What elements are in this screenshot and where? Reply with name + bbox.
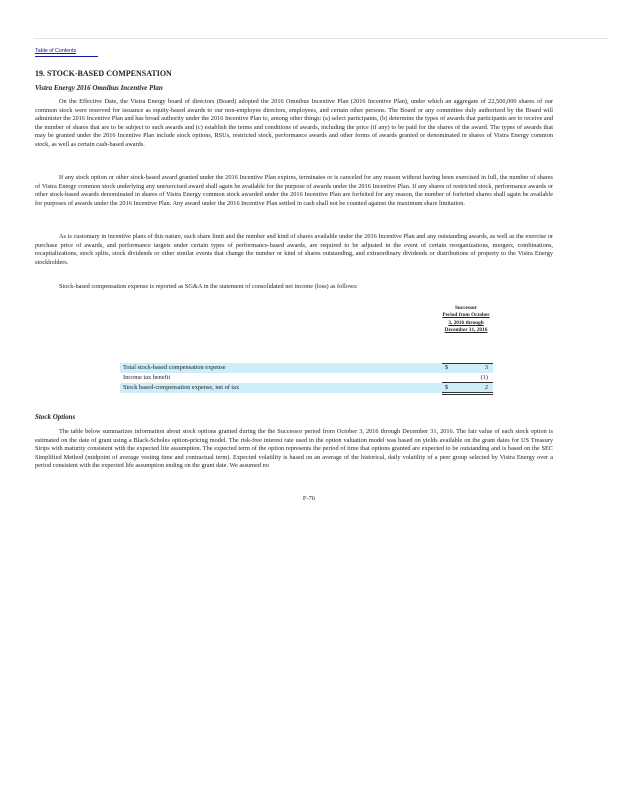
- row-value: 2: [484, 384, 488, 391]
- row-value: (1): [480, 374, 488, 381]
- row-currency: $: [445, 384, 449, 391]
- page-number: F-76: [302, 495, 316, 502]
- table-double-rule: [442, 394, 493, 395]
- stock-options-heading: Stock Options: [35, 413, 76, 421]
- paragraph-forfeiture: If any stock option or other stock-based award granted under the 2016 Incentive Plan expires, terminates or is canceled for any reason without having been exercised in full, the number of shares of Vistra Energy common stock underlying any unexercised award shall again be available for the purpose of awards under the 2016 Incentive Plan. If any shares of restricted stock, performance awards or other stock-based awards denominated in shares of Vistra Energy common stock awarded under the 2016 Incentive Plan are forfeited for any reason, the number of forfeited shares shall again be available for purposes of awards under the 2016 Incentive Plan. Any award under the 2016 Incentive Plan settled in cash shall not be counted against the maximum share limitation.: [35, 174, 553, 207]
- toc-underline: [35, 56, 98, 57]
- top-divider: [34, 38, 608, 39]
- column-header-period: Period from October 3, 2016 through December 31, 2016: [442, 312, 490, 334]
- paragraph-stock-options: The table below summarizes information about stock options granted during the the Successor period from October 3, 2016 through December 31, 2016. The fair value of each stock option is estimated on the date of grant using a Black-Scholes option-pricing model. The risk-free interest rate used in the option valuation model was based on yields available on the grant dates for US Treasury Strips with maturity consistent with the expected life assumption. The expected term of the option represents the period of time that options granted are expected to be outstanding and is based on the SEC Simplified Method (midpoint of average vesting time and contractual term). Expected volatility is based on an average of the historical, daily volatility of a peer group selected by Vistra Energy over a period consistent with the expected life assumption ending on the grant date. We assumed no: [35, 428, 553, 470]
- row-label: Stock based-compensation expense, net of tax: [123, 384, 240, 391]
- table-row: [120, 373, 493, 383]
- section-title: 19. STOCK-BASED COMPENSATION: [35, 69, 172, 78]
- paragraph-adjustments: As is customary in incentive plans of this nature, each share limit and the number and kind of shares available under the 2016 Incentive Plan and any outstanding awards, as well as the exercise or purchase price of awards, and performance targets under certain types of performance-based awards, are required to be adjusted in the event of certain reorganizations, mergers, combinations, recapitalizations, stock splits, stock dividends or other similar events that change the number or kind of shares outstanding, and extraordinary dividends or distributions of property to the Vistra Energy stockholders.: [35, 233, 553, 266]
- table-rule: [442, 392, 493, 393]
- row-label: Income tax benefit: [123, 374, 171, 381]
- table-column-header: [440, 305, 492, 335]
- column-header-successor: Successor: [454, 305, 478, 311]
- row-value: 3: [484, 364, 488, 371]
- table-row: [120, 383, 493, 393]
- paragraph-expense-intro: Stock-based compensation expense is reported as SG&A in the statement of consolidated net income (loss) as follows:: [59, 283, 358, 290]
- table-row: [120, 363, 493, 373]
- table-of-contents-link[interactable]: Table of Contents: [35, 48, 77, 54]
- paragraph-plan-adoption: On the Effective Date, the Vistra Energy board of directors (Board) adopted the 2016 Omnibus Incentive Plan (2016 Incentive Plan), under which an aggregate of 22,500,000 shares of our common stock were reserved for issuance as equity-based awards to our non-employee directors, employees, and certain other persons. The Board or any committee duly authorized by the Board will administer the 2016 Incentive Plan and has broad authority under the 2016 Incentive Plan to, among other things: (a) select participants, (b) determine the types of awards that participants are to receive and the number of shares that are to be subject to such awards and (c) establish the terms and conditions of awards, including the price (if any) to be paid for the shares of the award. The types of awards that may be granted under the 2016 Incentive Plan include stock options, RSUs, restricted stock, performance awards and other forms of awards granted or denominated in shares of Vistra Energy common stock, as well as certain cash-based awards.: [35, 98, 553, 148]
- row-label: Total stock-based compensation expense: [123, 364, 226, 371]
- row-currency: $: [445, 364, 449, 371]
- expense-table: [120, 363, 493, 393]
- plan-subtitle: Vistra Energy 2016 Omnibus Incentive Plan: [35, 84, 163, 92]
